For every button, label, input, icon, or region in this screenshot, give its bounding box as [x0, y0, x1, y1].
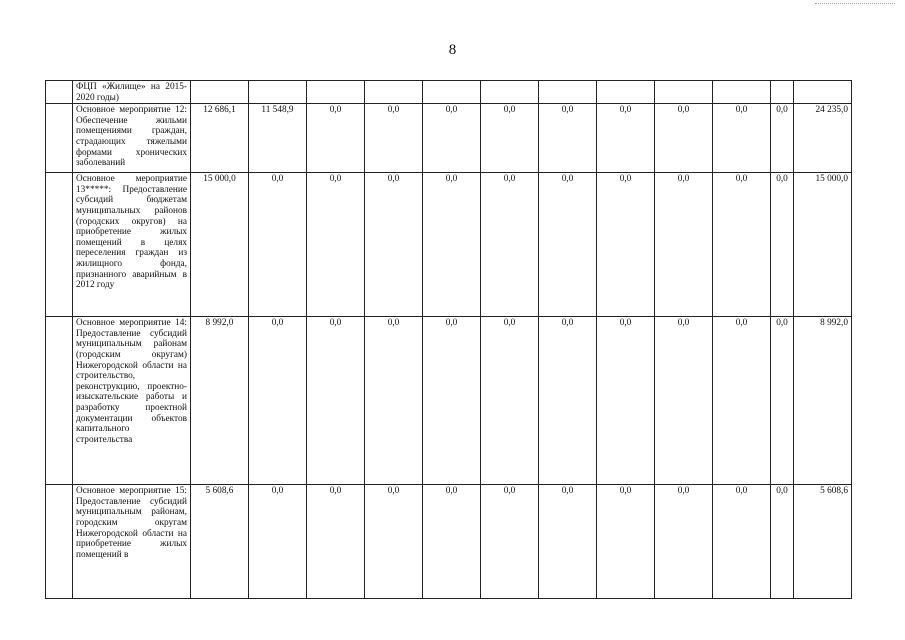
value-cell: 0,0: [423, 173, 481, 317]
row-marker-cell: [46, 104, 73, 173]
value-cell: 0,0: [771, 485, 794, 599]
value-cell: 0,0: [481, 485, 539, 599]
row-label: ФЦП «Жилище» на 2015-2020 годы): [73, 81, 191, 104]
total-cell: 24 235,0: [794, 104, 852, 173]
value-cell: 0,0: [539, 485, 597, 599]
value-cell: 15 000,0: [191, 173, 249, 317]
value-cell: 0,0: [771, 173, 794, 317]
value-cell: 8 992,0: [191, 317, 249, 485]
total-cell: 15 000,0: [794, 173, 852, 317]
row-label: Основное мероприятие 14: Предоставление субсидий муниципальным районам (городским округам) Нижегородской области на строительство, реконструкцию, проектно-изыскательские работы и разработку проектной документации объектов капитального строительства: [73, 317, 191, 485]
value-cell: 0,0: [655, 173, 713, 317]
value-cell: 0,0: [597, 317, 655, 485]
total-cell: [794, 81, 852, 104]
value-cell: 0,0: [423, 104, 481, 173]
value-cell: 0,0: [481, 104, 539, 173]
value-cell: 0,0: [539, 173, 597, 317]
value-cell: 0,0: [249, 173, 307, 317]
row-label: Основное мероприятие 12: Обеспечение жильми помещениями граждан, страдающих тяжелыми формами хронических заболеваний: [73, 104, 191, 173]
value-cell: 0,0: [249, 485, 307, 599]
value-cell: 0,0: [771, 104, 794, 173]
table-row: [46, 173, 852, 317]
value-cell: [539, 81, 597, 104]
table-row: [46, 81, 852, 104]
value-cell: 0,0: [365, 104, 423, 173]
table-row: [46, 104, 852, 173]
value-cell: 0,0: [423, 485, 481, 599]
total-cell: 8 992,0: [794, 317, 852, 485]
page-number: 8: [448, 42, 457, 58]
row-marker-cell: [46, 485, 73, 599]
value-cell: 0,0: [713, 485, 771, 599]
value-cell: [655, 81, 713, 104]
value-cell: 0,0: [597, 173, 655, 317]
value-cell: 0,0: [597, 485, 655, 599]
value-cell: 0,0: [771, 317, 794, 485]
value-cell: [307, 81, 365, 104]
value-cell: 0,0: [597, 104, 655, 173]
value-cell: [365, 81, 423, 104]
value-cell: [481, 81, 539, 104]
budget-table: [45, 80, 852, 599]
value-cell: 0,0: [365, 485, 423, 599]
value-cell: 0,0: [481, 173, 539, 317]
value-cell: 11 548,9: [249, 104, 307, 173]
value-cell: 0,0: [249, 317, 307, 485]
value-cell: 0,0: [307, 317, 365, 485]
value-cell: 0,0: [423, 317, 481, 485]
value-cell: 0,0: [713, 173, 771, 317]
row-marker-cell: [46, 173, 73, 317]
row-label: Основное мероприятие 13*****: Предоставление субсидий бюджетам муниципальных районов (городских округов) на приобретение жилых помещений в целях переселения граждан из жилищного фонда, признанного аварийным в 2012 году: [73, 173, 191, 317]
row-marker-cell: [46, 81, 73, 104]
value-cell: 0,0: [539, 317, 597, 485]
total-cell: 5 608,6: [794, 485, 852, 599]
value-cell: [423, 81, 481, 104]
value-cell: 0,0: [365, 173, 423, 317]
value-cell: 12 686,1: [191, 104, 249, 173]
value-cell: [597, 81, 655, 104]
value-cell: 0,0: [307, 104, 365, 173]
value-cell: [249, 81, 307, 104]
row-label: Основное мероприятие 15: Предоставление субсидий муниципальным районам, городским округам Нижегородской области на приобретение жилых помещений в: [73, 485, 191, 599]
value-cell: 0,0: [713, 104, 771, 173]
value-cell: 0,0: [307, 485, 365, 599]
value-cell: 0,0: [655, 104, 713, 173]
value-cell: 0,0: [365, 317, 423, 485]
value-cell: 0,0: [655, 317, 713, 485]
value-cell: [713, 81, 771, 104]
value-cell: 0,0: [481, 317, 539, 485]
value-cell: 0,0: [539, 104, 597, 173]
table-row: [46, 485, 852, 599]
value-cell: [771, 81, 794, 104]
page-edge-mark: [815, 3, 895, 5]
table-row: [46, 317, 852, 485]
value-cell: 0,0: [307, 173, 365, 317]
value-cell: [191, 81, 249, 104]
value-cell: 0,0: [655, 485, 713, 599]
row-marker-cell: [46, 317, 73, 485]
value-cell: 5 608,6: [191, 485, 249, 599]
value-cell: 0,0: [713, 317, 771, 485]
